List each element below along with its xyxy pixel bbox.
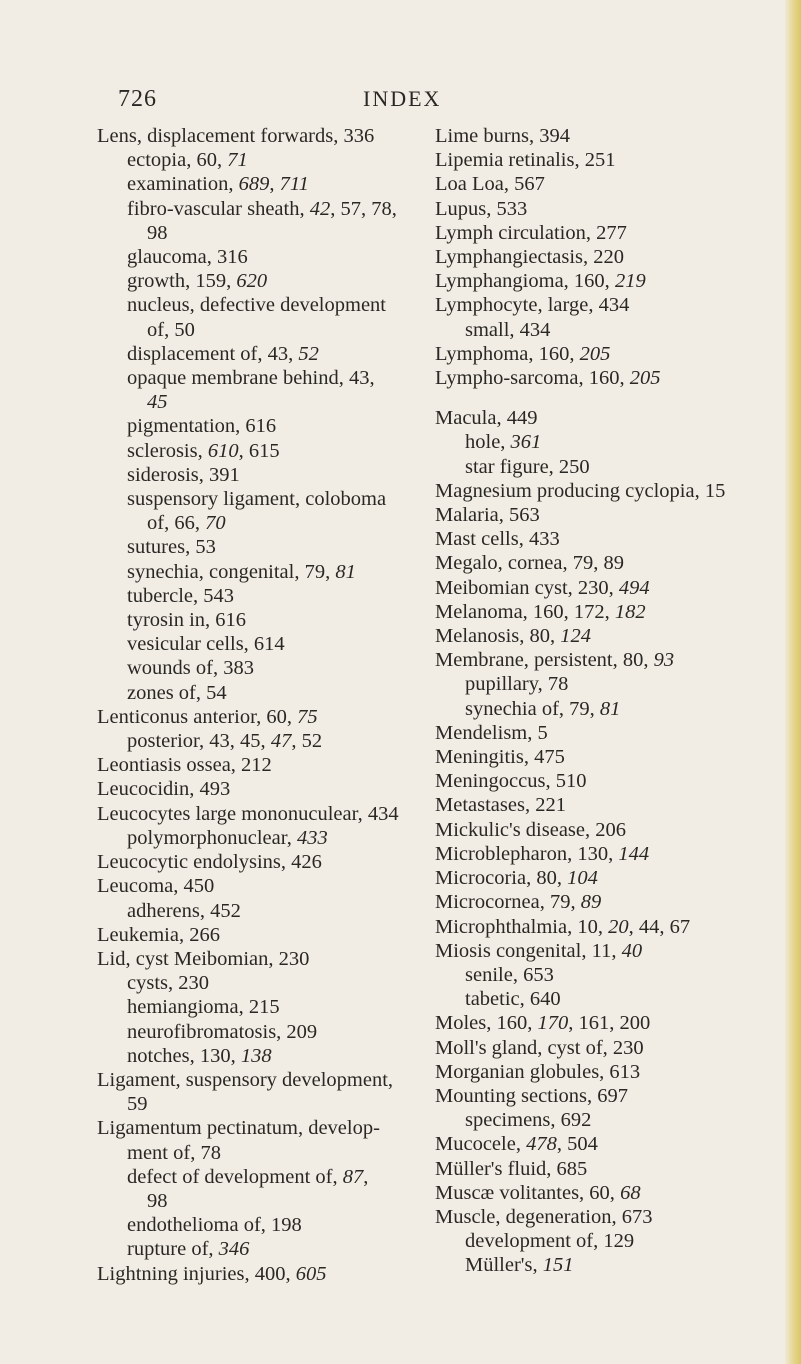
index-subentry [97, 899, 437, 923]
entry-text: ment of, 78 [127, 1141, 221, 1164]
page-ref-italic: 689 [238, 173, 270, 196]
entry-text: Leukemia, 266 [97, 923, 220, 946]
entry-text: nucleus, defective development [127, 294, 386, 317]
entry-text: Meningitis, 475 [435, 746, 565, 769]
page-ref-italic: 75 [297, 705, 318, 728]
entry-text: ectopia, 60, [127, 149, 228, 172]
page-ref-italic: 346 [218, 1238, 250, 1261]
entry-text: Megalo, cornea, 79, 89 [435, 552, 624, 575]
entry-text: Meningoccus, 510 [435, 770, 587, 793]
page-ref-italic: 104 [567, 867, 598, 890]
entry-text: 98 [147, 1189, 168, 1212]
entry-text: specimens, 692 [465, 1109, 592, 1132]
index-subentry [97, 826, 437, 850]
index-subentry [97, 632, 437, 656]
entry-text: rupture of, [127, 1238, 219, 1261]
page-ref-italic: 124 [560, 625, 592, 648]
index-entry [435, 1157, 780, 1181]
index-subentry [97, 414, 437, 438]
index-entry [435, 721, 780, 745]
index-subentry [97, 221, 437, 245]
index-entry [97, 777, 437, 801]
entry-text: , 52 [291, 730, 323, 753]
index-entry [435, 197, 780, 221]
index-subentry [435, 1108, 780, 1132]
page-ref-italic: 70 [205, 512, 226, 535]
page-ref-italic: 138 [240, 1044, 272, 1067]
entry-text: Leontiasis ossea, 212 [97, 754, 272, 777]
index-entry [97, 850, 437, 874]
page-ref-italic: 205 [629, 367, 661, 390]
index-entry [435, 1036, 780, 1060]
entry-text: Lymphangioma, 160, [435, 270, 615, 293]
index-subentry [435, 697, 780, 721]
page-ref-italic: 151 [542, 1254, 574, 1277]
entry-text: Leucocidin, 493 [97, 778, 231, 801]
index-subentry [97, 366, 437, 390]
index-subentry [435, 1253, 780, 1277]
index-subentry [97, 172, 437, 196]
page-ref-italic: 71 [227, 149, 248, 172]
index-subentry [97, 681, 437, 705]
entry-text: 98 [147, 221, 168, 244]
index-entry [435, 1060, 780, 1084]
entry-text: Miosis congenital, 11, [435, 939, 622, 962]
index-subentry [97, 584, 437, 608]
page-ref-italic: 81 [599, 697, 621, 720]
entry-text: Mounting sections, 697 [435, 1084, 629, 1107]
index-subentry [97, 318, 437, 342]
page-ref-italic: 40 [621, 939, 643, 962]
index-entry [97, 124, 437, 148]
index-entry [435, 479, 780, 503]
page-ref-italic: 711 [279, 173, 309, 196]
index-subentry [97, 487, 437, 511]
index-subentry [97, 995, 437, 1019]
entry-text: Melanoma, 160, 172, [435, 600, 615, 623]
entry-text: notches, 130, [127, 1044, 241, 1067]
entry-text: synechia, congenital, 79, [127, 560, 336, 583]
entry-text: Moles, 160, [435, 1012, 538, 1035]
index-subentry [435, 430, 780, 454]
index-entry [97, 1262, 437, 1286]
entry-text: examination, [127, 173, 239, 196]
entry-text: fibro-vascular sheath, [127, 197, 310, 220]
entry-text: Microcornea, 79, [435, 891, 581, 914]
entry-text: endothelioma of, 198 [127, 1214, 302, 1237]
page-ref-italic: 219 [614, 270, 646, 293]
entry-text: wounds of, 383 [127, 657, 254, 680]
entry-text: cysts, 230 [127, 972, 209, 995]
index-entry [435, 366, 780, 390]
entry-text: displacement of, 43, [127, 342, 299, 365]
index-column-right [435, 124, 780, 1278]
entry-text: Lympho-sarcoma, 160, [435, 367, 630, 390]
index-entry [435, 1011, 780, 1035]
entry-text: Lightning injuries, 400, [97, 1262, 296, 1285]
entry-text: Microphthalmia, 10, [435, 915, 609, 938]
index-subentry [97, 1044, 437, 1068]
entry-text: suspensory ligament, coloboma [127, 488, 387, 511]
entry-text: Microcoria, 80, [435, 867, 568, 890]
page-ref-italic: 478 [526, 1133, 557, 1156]
index-subentry [97, 197, 437, 221]
page-ref-italic: 494 [618, 576, 650, 599]
entry-text: Mast cells, 433 [435, 528, 560, 551]
index-entry [435, 818, 780, 842]
index-column-left [97, 124, 437, 1286]
entry-text: growth, 159, [127, 270, 237, 293]
index-entry [97, 705, 437, 729]
entry-text: Mucocele, [435, 1133, 527, 1156]
entry-text: , 615 [238, 439, 280, 462]
index-entry [435, 503, 780, 527]
page-header [0, 86, 801, 118]
index-entry [97, 874, 437, 898]
page-ref-italic: 45 [147, 391, 168, 414]
entry-text: Mendelism, 5 [435, 721, 548, 744]
entry-text: Ligament, suspensory development, [97, 1068, 394, 1091]
index-subentry [435, 963, 780, 987]
entry-text: tyrosin in, 616 [127, 609, 247, 632]
index-entry [435, 1132, 780, 1156]
entry-text: of, 50 [147, 318, 195, 341]
entry-text: Lipemia retinalis, 251 [435, 149, 616, 172]
entry-text: tubercle, 543 [127, 584, 235, 607]
entry-text: Macula, 449 [435, 407, 538, 430]
entry-text: Leucoma, 450 [97, 875, 215, 898]
index-entry [435, 1181, 780, 1205]
index-entry [435, 600, 780, 624]
page-ref-italic: 93 [653, 649, 675, 672]
entry-text: Lime burns, 394 [435, 125, 570, 147]
page-edge [785, 0, 801, 1364]
entry-text: Melanosis, 80, [435, 625, 561, 648]
entry-text: Loa Loa, 567 [435, 173, 545, 196]
index-entry [435, 866, 780, 890]
index-entry [435, 1084, 780, 1108]
entry-text: opaque membrane behind, 43, [127, 367, 375, 390]
entry-text: Muscle, degeneration, 673 [435, 1205, 653, 1228]
page-ref-italic: 182 [614, 600, 646, 623]
index-subentry [97, 293, 437, 317]
entry-text: glaucoma, 316 [127, 246, 248, 269]
entry-text: Lymphangiectasis, 220 [435, 246, 625, 269]
index-entry [435, 648, 780, 672]
index-subentry [97, 1189, 437, 1213]
page-ref-italic: 20 [608, 915, 629, 938]
index-entry [435, 890, 780, 914]
index-entry [435, 293, 780, 317]
entry-text: pigmentation, 616 [127, 415, 277, 438]
index-entry [435, 769, 780, 793]
index-entry [97, 753, 437, 777]
index-subentry [97, 729, 437, 753]
page-ref-italic: 433 [296, 826, 328, 849]
entry-text: of, 66, [147, 512, 206, 535]
index-entry [435, 406, 780, 430]
entry-text: Muscæ volitantes, 60, [435, 1181, 621, 1204]
index-subentry [97, 1165, 437, 1189]
page-ref-italic: 361 [510, 431, 542, 454]
index-entry [97, 1116, 437, 1140]
entry-text: Müller's fluid, 685 [435, 1157, 588, 1180]
index-entry [97, 923, 437, 947]
entry-text: 59 [127, 1093, 148, 1116]
entry-text: polymorphonuclear, [127, 826, 297, 849]
entry-text: Metastases, 221 [435, 794, 566, 817]
entry-text: Membrane, persistent, 80, [435, 649, 654, 672]
page-ref-italic: 610 [207, 439, 239, 462]
page-number: 726 [118, 86, 157, 112]
index-entry [435, 576, 780, 600]
entry-text: sclerosis, [127, 439, 208, 462]
entry-text: Lid, cyst Meibomian, 230 [97, 947, 310, 970]
index-subentry [435, 672, 780, 696]
index-subentry [97, 511, 437, 535]
entry-text: Lymphocyte, large, 434 [435, 294, 630, 317]
index-subentry [97, 971, 437, 995]
page-ref-italic: 605 [295, 1262, 327, 1285]
entry-text: Lenticonus anterior, 60, [97, 705, 298, 728]
index-subentry [97, 463, 437, 487]
index-entry [435, 172, 780, 196]
index-subentry [97, 269, 437, 293]
index-entry [97, 802, 437, 826]
entry-text: Müller's, [465, 1254, 543, 1277]
entry-text: small, 434 [465, 318, 551, 341]
entry-text: tabetic, 640 [465, 988, 561, 1011]
index-subentry [435, 455, 780, 479]
entry-text: , 161, 200 [568, 1012, 651, 1035]
index-subentry [97, 535, 437, 559]
entry-text: Leucocytic endolysins, 426 [97, 851, 322, 874]
index-subentry [97, 245, 437, 269]
entry-text: development of, 129 [465, 1230, 635, 1253]
entry-text: vesicular cells, 614 [127, 633, 285, 656]
page-ref-italic: 89 [580, 891, 602, 914]
entry-text: siderosis, 391 [127, 463, 240, 486]
index-entry [435, 624, 780, 648]
entry-text: hole, [465, 431, 511, 454]
entry-text: Lymphoma, 160, [435, 342, 580, 365]
entry-text: neurofibromatosis, 209 [127, 1020, 318, 1043]
page-ref-italic: 205 [579, 342, 611, 365]
index-entry [435, 793, 780, 817]
index-subentry [97, 608, 437, 632]
page-ref-italic: 87 [342, 1165, 364, 1188]
index-entry [435, 342, 780, 366]
entry-text: Magnesium producing cyclopia, 15 [435, 479, 726, 502]
index-entry [435, 939, 780, 963]
index-entry [435, 915, 780, 939]
entry-text: senile, 653 [465, 963, 554, 986]
entry-text: defect of development of, [127, 1165, 343, 1188]
entry-text: Microblepharon, 130, [435, 842, 619, 865]
entry-text: , 44, 67 [628, 915, 691, 938]
page-ref-italic: 144 [618, 842, 650, 865]
index-entry [97, 1068, 437, 1092]
index-subentry [97, 439, 437, 463]
entry-text: sutures, 53 [127, 536, 216, 559]
page-ref-italic: 52 [298, 342, 319, 365]
entry-text: Leucocytes large mononuculear, 434 [97, 802, 399, 825]
index-subentry [97, 390, 437, 414]
entry-text: Moll's gland, cyst of, 230 [435, 1036, 644, 1059]
entry-text: Lymph circulation, 277 [435, 221, 627, 244]
index-entry [435, 221, 780, 245]
entry-text: Morganian globules, 613 [435, 1060, 641, 1083]
page-ref-italic: 42 [309, 197, 331, 220]
entry-text: , [363, 1165, 369, 1188]
entry-text: adherens, 452 [127, 899, 241, 922]
index-subentry [97, 1020, 437, 1044]
index-subentry [97, 1141, 437, 1165]
entry-text: , 57, 78, [330, 197, 397, 220]
page-ref-italic: 620 [236, 270, 268, 293]
running-head: INDEX [363, 86, 442, 111]
entry-text: synechia of, 79, [465, 697, 600, 720]
entry-text: Ligamentum pectinatum, develop- [97, 1117, 380, 1140]
entry-text: , [269, 173, 280, 196]
entry-text: Mickulic's disease, 206 [435, 818, 627, 841]
entry-text: Lupus, 533 [435, 197, 528, 220]
index-entry [435, 148, 780, 172]
index-entry [435, 745, 780, 769]
entry-text: star figure, 250 [465, 455, 590, 478]
entry-text: pupillary, 78 [465, 673, 569, 696]
entry-text: Lens, displacement forwards, 336 [97, 125, 375, 147]
entry-text: posterior, 43, 45, [127, 730, 271, 753]
page-ref-italic: 170 [537, 1012, 569, 1035]
index-entry [435, 269, 780, 293]
index-subentry [435, 1229, 780, 1253]
index-subentry [435, 987, 780, 1011]
index-entry [435, 842, 780, 866]
index-subentry [97, 656, 437, 680]
entry-text: zones of, 54 [127, 681, 227, 704]
index-subentry [97, 1213, 437, 1237]
index-entry [435, 1205, 780, 1229]
index-entry [435, 124, 780, 148]
page-ref-italic: 68 [620, 1181, 641, 1204]
index-subentry [97, 1237, 437, 1261]
entry-text: , 504 [556, 1133, 598, 1156]
entry-text: hemiangioma, 215 [127, 996, 280, 1019]
index-entry [435, 527, 780, 551]
index-subentry [97, 148, 437, 172]
index-entry [435, 551, 780, 575]
index-subentry [97, 342, 437, 366]
index-entry [97, 947, 437, 971]
index-subentry [435, 318, 780, 342]
entry-text: Meibomian cyst, 230, [435, 576, 619, 599]
index-entry [435, 245, 780, 269]
entry-text: Malaria, 563 [435, 504, 540, 527]
page-ref-italic: 47 [270, 730, 292, 753]
index-subentry [97, 560, 437, 584]
page-ref-italic: 81 [335, 560, 356, 583]
index-subentry [97, 1092, 437, 1116]
